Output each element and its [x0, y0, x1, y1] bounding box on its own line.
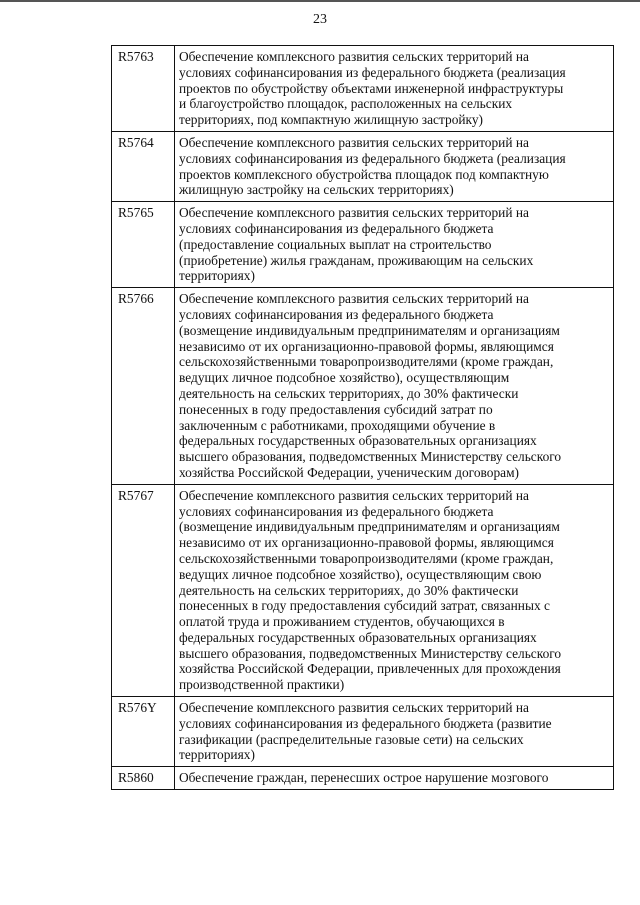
description-line: сельскохозяйственными товаропроизводителями (кроме граждан, [179, 550, 554, 566]
description-line: условиях софинансирования из федерального бюджета [179, 503, 494, 519]
description-line: понесенных в году предоставления субсидий затрат, связанных с [179, 598, 550, 614]
description-cell [175, 484, 614, 696]
top-rule [0, 0, 640, 2]
description-line: территориях) [179, 747, 255, 763]
description-line: деятельность на сельских территориях, до 30% фактически [179, 582, 519, 598]
description-cell [175, 202, 614, 288]
code-cell: R5860 [112, 767, 175, 790]
description-line: проектов комплексного обустройства площадок под компактную [179, 166, 549, 182]
description-line: (возмещение индивидуальным предпринимателям и организациям [179, 322, 560, 338]
code-cell: R5765 [112, 202, 175, 288]
description-line: хозяйства Российской Федерации, привлеченных для прохождения [179, 661, 561, 677]
description-cell [175, 288, 614, 485]
description-line: жилищную застройку на сельских территориях) [179, 182, 454, 198]
codes-table [111, 45, 614, 790]
table-row [112, 484, 614, 696]
description-line: условиях софинансирования из федерального бюджета (реализация [179, 64, 566, 80]
description-line: условиях софинансирования из федерального бюджета [179, 306, 494, 322]
description-cell [175, 46, 614, 132]
description-line: заключенным с работниками, проходящими обучение в [179, 417, 496, 433]
table-row [112, 131, 614, 201]
description-line: производственной практики) [179, 677, 345, 693]
description-line: (предоставление социальных выплат на строительство [179, 236, 492, 252]
description-line: Обеспечение комплексного развития сельских территорий на [179, 487, 529, 503]
description-line: хозяйства Российской Федерации, ученическим договорам) [179, 464, 520, 480]
description-line: газификации (распределительные газовые сети) на сельских [179, 731, 524, 747]
description-line: Обеспечение комплексного развития сельских территорий на [179, 49, 529, 64]
description-line: и благоустройство площадок, расположенных на сельских [179, 96, 513, 112]
description-line: (приобретение) жилья гражданам, проживающим на сельских [179, 252, 534, 268]
description-line: Обеспечение комплексного развития сельских территорий на [179, 700, 529, 716]
description-line: территориях, под компактную жилищную застройку) [179, 112, 484, 128]
description-line: сельскохозяйственными товаропроизводителями (кроме граждан, [179, 354, 554, 370]
description-line: территориях) [179, 268, 255, 284]
page-number: 23 [313, 12, 327, 27]
description-line: высшего образования, подведомственных Министерству сельского [179, 645, 562, 661]
description-line: Обеспечение граждан, перенесших острое нарушение мозгового [179, 770, 549, 786]
description-cell [175, 131, 614, 201]
description-line: условиях софинансирования из федерального бюджета [179, 220, 494, 236]
description-line: независимо от их организационно-правовой формы, являющимся [179, 338, 554, 354]
code-cell: R5763 [112, 46, 175, 132]
codes-table-body [112, 46, 614, 790]
description-line: (возмещение индивидуальным предпринимателям и организациям [179, 519, 560, 535]
table-row [112, 288, 614, 485]
description-line: федеральных государственных образовательных организациях [179, 433, 537, 449]
description-line: оплатой труда и проживанием студентов, обучающихся в [179, 614, 505, 630]
table-row [112, 46, 614, 132]
table-row [112, 202, 614, 288]
code-cell: R5764 [112, 131, 175, 201]
code-cell: R5767 [112, 484, 175, 696]
code-cell: R576Y [112, 697, 175, 767]
description-line: деятельность на сельских территориях, до 30% фактически [179, 385, 519, 401]
description-line: проектов по обустройству объектами инженерной инфраструктуры [179, 80, 564, 96]
table-row [112, 767, 614, 790]
description-line: Обеспечение комплексного развития сельских территорий на [179, 291, 529, 307]
table-row [112, 697, 614, 767]
description-line: условиях софинансирования из федерального бюджета (реализация [179, 150, 566, 166]
code-cell: R5766 [112, 288, 175, 485]
description-cell [175, 697, 614, 767]
description-line: независимо от их организационно-правовой формы, являющимся [179, 535, 554, 551]
description-line: условиях софинансирования из федерального бюджета (развитие [179, 715, 552, 731]
description-cell [175, 767, 614, 790]
description-line: Обеспечение комплексного развития сельских территорий на [179, 134, 529, 150]
description-line: высшего образования, подведомственных Министерству сельского [179, 449, 562, 465]
description-line: ведущих личное подсобное хозяйство), осуществляющим [179, 370, 510, 386]
description-line: федеральных государственных образовательных организациях [179, 629, 537, 645]
description-line: ведущих личное подсобное хозяйство), осуществляющим свою [179, 566, 542, 582]
description-line: Обеспечение комплексного развития сельских территорий на [179, 205, 529, 221]
description-line: понесенных в году предоставления субсидий затрат по [179, 401, 493, 417]
